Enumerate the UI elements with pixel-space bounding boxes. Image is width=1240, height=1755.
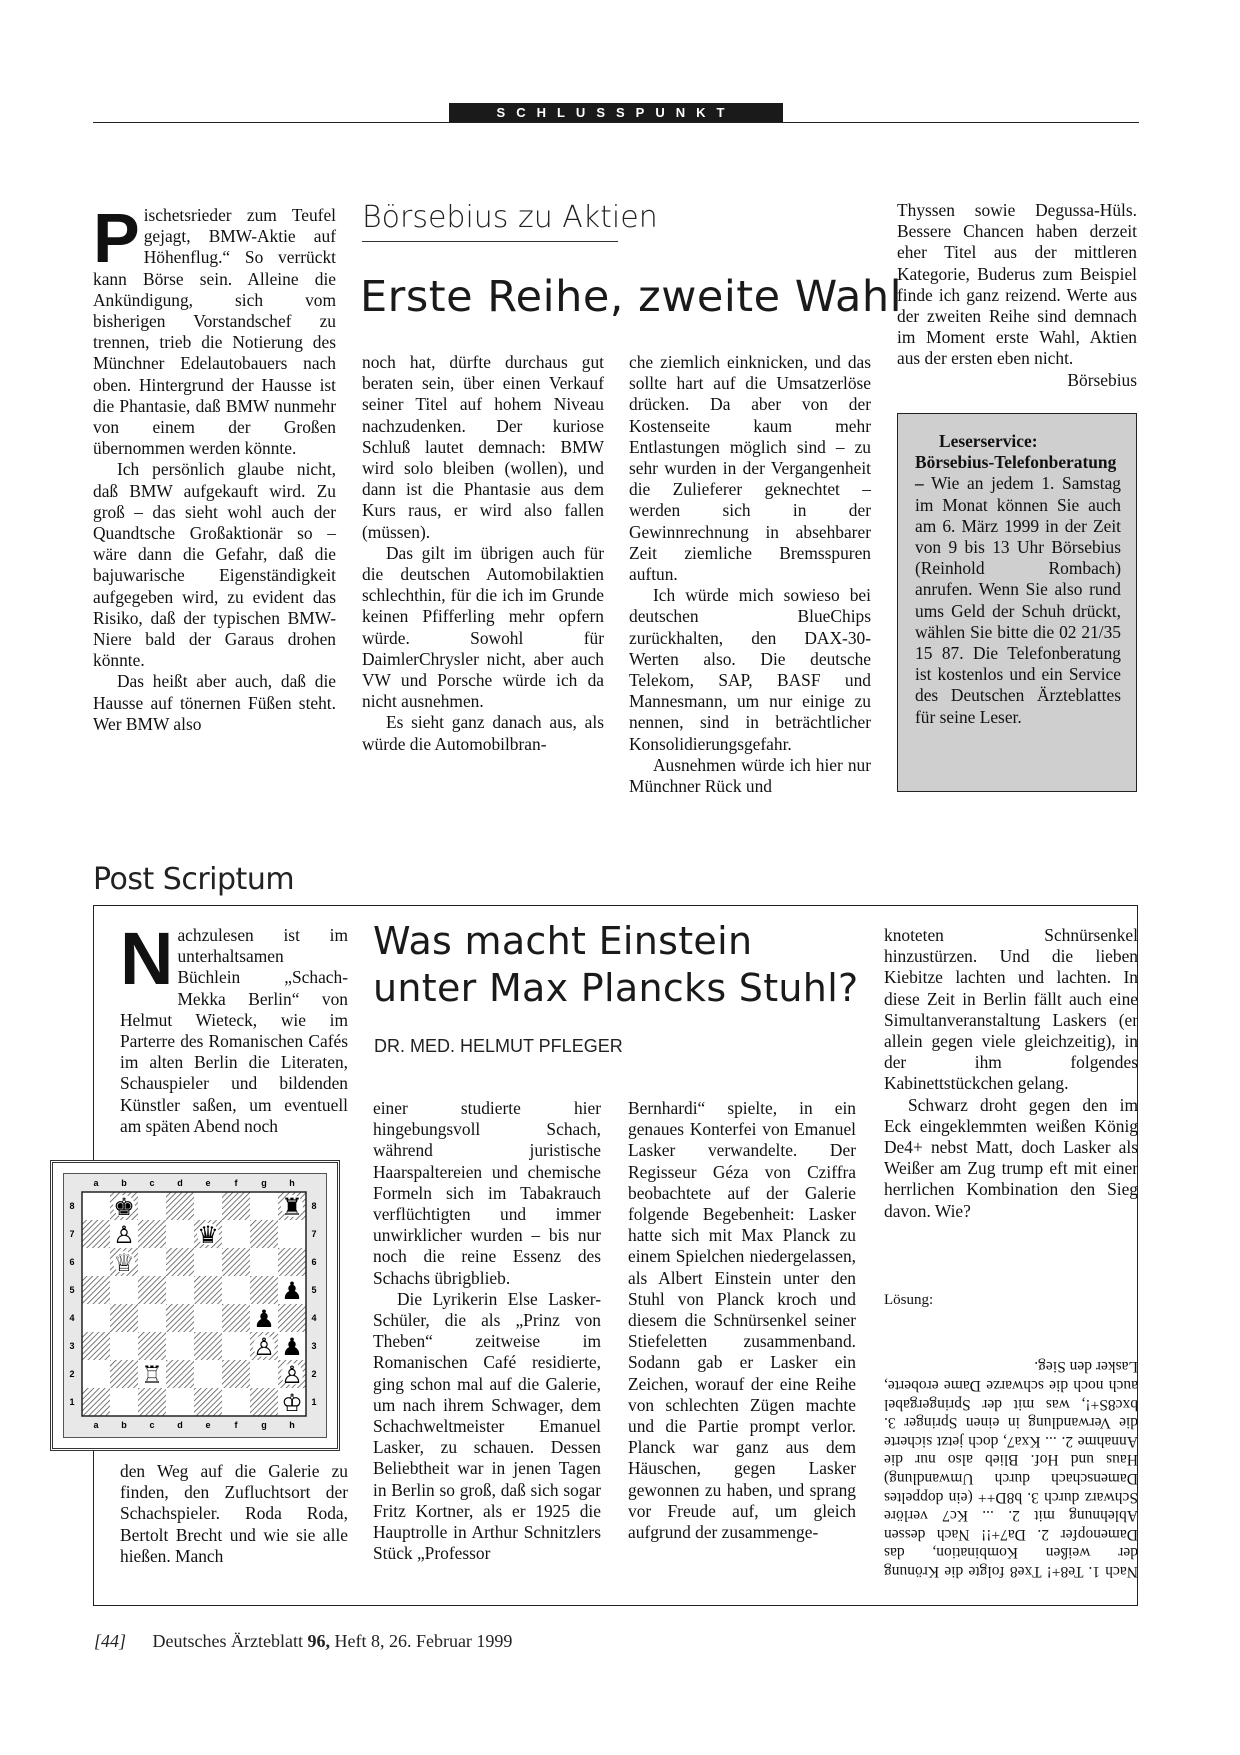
- page-number: [44]: [94, 1631, 127, 1651]
- article-kicker: Börsebius zu Aktien: [362, 200, 658, 235]
- paragraph: ischetsrieder zum Teufel gejagt, BMW-Aktie auf Höhenflug.“ So verrückt kann Börse sein. Alleine die Ankündigung, sich vom bisherigen Vorstandschef zu trennen, trieb die Notierung des Münchner Edelautobauers nach oben. Hintergrund der Hausse ist die Phantasie, daß BMW nunmehr von einem der Großen übernommen werden könnte.: [93, 205, 336, 459]
- chess-piece-b8: ♚: [113, 1193, 135, 1221]
- paragraph: Das gilt im übrigen auch für die deutschen Automobilaktien schlechthin, für die ich im Grunde keinen Pfifferling mehr opfern würde. Sowohl für DaimlerChrysler nicht, aber auch VW und Porsche würde ich da nicht ausnehmen.: [362, 542, 604, 712]
- light-square: [222, 1220, 250, 1248]
- issue-info: Heft 8, 26. Februar 1999: [334, 1631, 513, 1651]
- chess-piece-g3: ♙: [253, 1333, 275, 1361]
- paragraph: Ich persönlich glaube nicht, daß BMW aufgekauft wird. Zu groß – das sieht wohl auch der Quandtsche Großaktionär so – wäre dann die Gefahr, daß die bajuwarische Eigenständigkeit aufgegeben wird, zu evident das Risiko, daß der typischen BMW-Niere bald der Garaus drohen könnte.: [93, 459, 336, 671]
- dark-square: [166, 1360, 194, 1388]
- chess-piece-h2: ♙: [281, 1361, 303, 1389]
- light-square: [82, 1192, 110, 1220]
- chess-piece-e7: ♛: [197, 1221, 219, 1249]
- rank-label: 8: [69, 1201, 75, 1211]
- article-headline: Erste Reihe, zweite Wahl: [360, 272, 903, 322]
- author-byline: DR. MED. HELMUT PFLEGER: [374, 1036, 623, 1056]
- paragraph: che ziemlich einknicken, und das sollte hart auf die Umsatzerlöse drücken. Da aber von der Kostenseite kaum mehr Entlastungen möglich sind – zu sehr wurden in der Vergangenheit die Zulieferer geknechtet – werden sich in der Gewinnrechnung in absehbarer Zeit ziemliche Bremsspuren auftun.: [629, 352, 871, 585]
- rank-label: 3: [311, 1341, 317, 1351]
- light-square: [166, 1276, 194, 1304]
- section-label: SCHLUSSPUNKT: [449, 103, 783, 122]
- paragraph: Das heißt aber auch, daß die Hausse auf tönernen Füßen steht. Wer BMW also: [93, 671, 336, 734]
- rank-label: 1: [69, 1397, 75, 1407]
- rank-label: 3: [69, 1341, 75, 1351]
- chess-board-frame: [63, 1173, 327, 1438]
- rank-label: 5: [311, 1285, 317, 1295]
- paragraph: noch hat, dürfte durchaus gut beraten sein, über einen Verkauf seiner Titel auf hohem Niveau nachzudenken. Der kuriose Schluß lautet demnach: BMW wird solo bleiben (wollen), und dann ist die Phantasie aus dem Kurs raus, er wird also fallen (müssen).: [362, 352, 604, 542]
- author-signature: Börsebius: [1067, 369, 1137, 390]
- dark-square: [222, 1360, 250, 1388]
- dark-square: [194, 1276, 222, 1304]
- dark-square: [138, 1220, 166, 1248]
- paragraph: den Weg auf die Galerie zu finden, den Zufluchtsort der Schachspieler. Roda Roda, Bertolt Brecht und wie sie alle hießen. Manch: [120, 1461, 348, 1566]
- dark-square: [138, 1332, 166, 1360]
- file-label: f: [234, 1420, 238, 1430]
- headline-line: unter Max Plancks Stuhl?: [373, 966, 859, 1010]
- light-square: [194, 1304, 222, 1332]
- journal-name: Deutsches Ärzteblatt: [152, 1631, 303, 1651]
- paragraph: Die Lyrikerin Else Lasker-Schüler, die als „Prinz von Theben“ zeitweise im Romanischen Café residierte, ging schon mal auf die Galerie, um nach ihrem Schwager, dem Schachweltmeister Emanuel Lasker, zu schauen. Dessen Beliebtheit war in jenen Tagen in Berlin so groß, daß sich sogar Fritz Kortner, als er 1925 die Hauptrolle in Arthur Schnitzlers Stück „Professor: [373, 1288, 601, 1564]
- paragraph: Bernhardi“ spielte, in ein genaues Konterfei von Emanuel Lasker verwandelte. Der Regisseur Géza von Cziffra beobachtete auf der Galerie folgende Begebenheit: Lasker hatte sich mit Max Planck zu einem Spielchen niedergelassen, als Albert Einstein unter den Stuhl von Planck kroch und diesem die Schnürsenkel seiner Stiefeletten zusammenband. Sodann gab er Lasker ein Zeichen, worauf der eine Reihe von schlechten Zügen machte und die Partie prompt verlor. Planck war ganz aus dem Häuschen, gegen Lasker gewonnen zu haben, und sprang vor Freude auf, um gleich aufgrund der zusammenge-: [628, 1098, 856, 1543]
- dark-square: [194, 1332, 222, 1360]
- light-square: [250, 1360, 278, 1388]
- rank-label: 6: [311, 1257, 317, 1267]
- file-label: d: [177, 1178, 183, 1188]
- dark-square: [166, 1304, 194, 1332]
- light-square: [166, 1332, 194, 1360]
- dark-square: [194, 1388, 222, 1416]
- rank-label: 7: [311, 1229, 317, 1239]
- file-label: c: [149, 1420, 155, 1430]
- rank-label: 7: [69, 1229, 75, 1239]
- chess-piece-c2: ♖: [141, 1361, 163, 1389]
- postscript-column-4: [884, 925, 1138, 1222]
- light-square: [166, 1220, 194, 1248]
- reader-service-title: Leserservice: Börsebius-Telefonberatung –: [915, 431, 1117, 494]
- dark-square: [222, 1192, 250, 1220]
- dark-square: [82, 1276, 110, 1304]
- light-square: [110, 1276, 138, 1304]
- postscript-column-3: [628, 1098, 856, 1543]
- boerse-column-3: [629, 352, 871, 797]
- file-label: a: [93, 1420, 99, 1430]
- light-square: [194, 1248, 222, 1276]
- dark-square: [250, 1220, 278, 1248]
- rank-label: 5: [69, 1285, 75, 1295]
- chess-piece-g4: ♟: [253, 1305, 275, 1333]
- light-square: [194, 1192, 222, 1220]
- paragraph: Thyssen sowie Degussa-Hüls. Bessere Chancen haben derzeit eher Titel aus der mittleren Kategorie, Buderus zum Beispiel finde ich ganz reizend. Werte aus der zweiten Reihe sind demnach im Moment erste Wahl, Aktien aus der ersten eben nicht.: [897, 200, 1137, 369]
- paragraph: Ich würde mich sowieso bei deutschen BlueChips zurückhalten, den DAX-30-Werten also. Die deutsche Telekom, SAP, BASF und Mannesmann, um nur einige zu nennen, sind in beträchtlicher Konsolidierungsgefahr.: [629, 585, 871, 754]
- light-square: [110, 1332, 138, 1360]
- chess-board: [64, 1174, 326, 1437]
- light-square: [110, 1388, 138, 1416]
- reader-service-box: [897, 413, 1137, 792]
- chess-piece-h3: ♟: [281, 1333, 303, 1361]
- chess-piece-b7: ♙: [113, 1221, 135, 1249]
- file-label: g: [261, 1178, 267, 1188]
- light-square: [138, 1192, 166, 1220]
- postscript-column-1-bottom: [120, 1461, 348, 1567]
- dark-square: [278, 1248, 306, 1276]
- dark-square: [138, 1276, 166, 1304]
- rank-label: 4: [311, 1313, 317, 1323]
- rank-label: 4: [69, 1313, 75, 1323]
- dark-square: [110, 1304, 138, 1332]
- dark-square: [82, 1388, 110, 1416]
- file-label: b: [121, 1178, 127, 1188]
- light-square: [138, 1304, 166, 1332]
- boerse-column-2: [362, 352, 604, 755]
- postscript-column-1-top: [120, 917, 348, 1137]
- light-square: [82, 1360, 110, 1388]
- drop-cap: N: [120, 917, 174, 1000]
- light-square: [278, 1220, 306, 1248]
- file-label: f: [234, 1178, 238, 1188]
- file-label: c: [149, 1178, 155, 1188]
- light-square: [138, 1248, 166, 1276]
- file-label: b: [121, 1420, 127, 1430]
- rank-label: 2: [311, 1369, 317, 1379]
- paragraph: einer studierte hier hingebungsvoll Schach, während juristische Haarspaltereien und chemische Formeln sich im Tabakrauch verflüchtigten und immer unwirklicher wurden – bis nur noch die reine Essenz des Schachs übrigblieb.: [373, 1098, 601, 1288]
- rank-label: 2: [69, 1369, 75, 1379]
- rank-label: 8: [311, 1201, 317, 1211]
- dark-square: [82, 1220, 110, 1248]
- boerse-column-4: [897, 200, 1137, 391]
- kicker-rule: [362, 241, 618, 242]
- postscript-title: Post Scriptum: [93, 862, 295, 897]
- volume-number: 96,: [307, 1631, 330, 1651]
- solution-text: Nach 1. Te8+! Txe8 folgte die Krönung der weißen Kombination, das Damenopfer 2. Da7+!! Nach dessen Ablehnung mit 2. ... Kc7 verlöre Schwarz durch 3. b8D++ (ein doppeltes Damenschach durch Umwandlung) Haus und Hof. Blieb also nur die Annahme 2. ... Kxa7, doch jetzt sicherte die Verwandlung in einen Springer 3. bxc8S+!, was mit der Springergabel auch noch die schwarze Dame eroberte, Lasker den Sieg.: [884, 1358, 1138, 1580]
- chess-piece-b6: ♕: [113, 1249, 135, 1277]
- file-label: d: [177, 1420, 183, 1430]
- drop-cap: P: [93, 199, 140, 277]
- paragraph: Es sieht ganz danach aus, als würde die Automobilbran-: [362, 712, 604, 754]
- file-label: e: [205, 1420, 211, 1430]
- dark-square: [250, 1276, 278, 1304]
- paragraph: knoteten Schnürsenkel hinzustürzen. Und die lieben Kiebitze lachten und lachten. In diese Zeit in Berlin fällt auch eine Simultanveranstaltung Laskers (er allein gegen viele gleichzeitig), in der ihm folgendes Kabinettstückchen gelang.: [884, 925, 1138, 1094]
- header-rule: [93, 122, 1139, 123]
- dark-square: [278, 1304, 306, 1332]
- headline-line: Was macht Einstein: [373, 919, 753, 963]
- file-label: g: [261, 1420, 267, 1430]
- dark-square: [138, 1388, 166, 1416]
- dark-square: [222, 1304, 250, 1332]
- file-label: h: [289, 1420, 295, 1430]
- postscript-headline: [373, 918, 859, 1012]
- postscript-column-2: [373, 1098, 601, 1564]
- light-square: [82, 1304, 110, 1332]
- light-square: [250, 1248, 278, 1276]
- paragraph: Schwarz droht gegen den im Eck eingeklemmten weißen König De4+ nebst Matt, doch Lasker als Weißer am Zug trump eft mit einer herrlichen Kombination den Sieg davon. Wie?: [884, 1094, 1138, 1221]
- chess-diagram: [50, 1160, 340, 1451]
- chess-piece-h5: ♟: [281, 1277, 303, 1305]
- rank-label: 6: [69, 1257, 75, 1267]
- light-square: [222, 1388, 250, 1416]
- file-label: h: [289, 1178, 295, 1188]
- light-square: [82, 1248, 110, 1276]
- light-square: [222, 1276, 250, 1304]
- chess-piece-h8: ♜: [281, 1193, 303, 1221]
- solution-label: Lösung:: [884, 1292, 934, 1308]
- paragraph: achzulesen ist im unterhaltsamen Büchlein „Schach-Mekka Berlin“ von Helmut Wieteck, wie im Parterre des Romanischen Cafés im alten Berlin die Literaten, Schauspieler und bildenden Künstler saßen, um eventuell am späten Abend noch: [120, 925, 348, 1136]
- file-label: a: [93, 1178, 99, 1188]
- reader-service-text: [915, 431, 1121, 728]
- paragraph: Ausnehmen würde ich hier nur Münchner Rück und: [629, 754, 871, 797]
- light-square: [166, 1388, 194, 1416]
- dark-square: [250, 1388, 278, 1416]
- dark-square: [82, 1332, 110, 1360]
- dark-square: [110, 1360, 138, 1388]
- light-square: [222, 1332, 250, 1360]
- file-label: e: [205, 1178, 211, 1188]
- reader-service-body: Wie an jedem 1. Samstag im Monat können Sie auch am 6. März 1999 in der Zeit von 9 bis 13 Uhr Börsebius (Reinhold Rombach) anrufen. Wenn Sie also rund ums Geld der Schuh drückt, wählen Sie bitte die 02 21/35 15 87. Die Telefonberatung ist kostenlos und ein Service des Deutschen Ärzteblattes für seine Leser.: [915, 473, 1121, 727]
- dark-square: [166, 1248, 194, 1276]
- chess-piece-h1: ♔: [281, 1389, 303, 1417]
- light-square: [250, 1192, 278, 1220]
- light-square: [194, 1360, 222, 1388]
- dark-square: [222, 1248, 250, 1276]
- boerse-column-1: [93, 199, 336, 735]
- dark-square: [166, 1192, 194, 1220]
- page-footer: [94, 1631, 512, 1652]
- rank-label: 1: [311, 1397, 317, 1407]
- solution-upside-down: [884, 1310, 1138, 1580]
